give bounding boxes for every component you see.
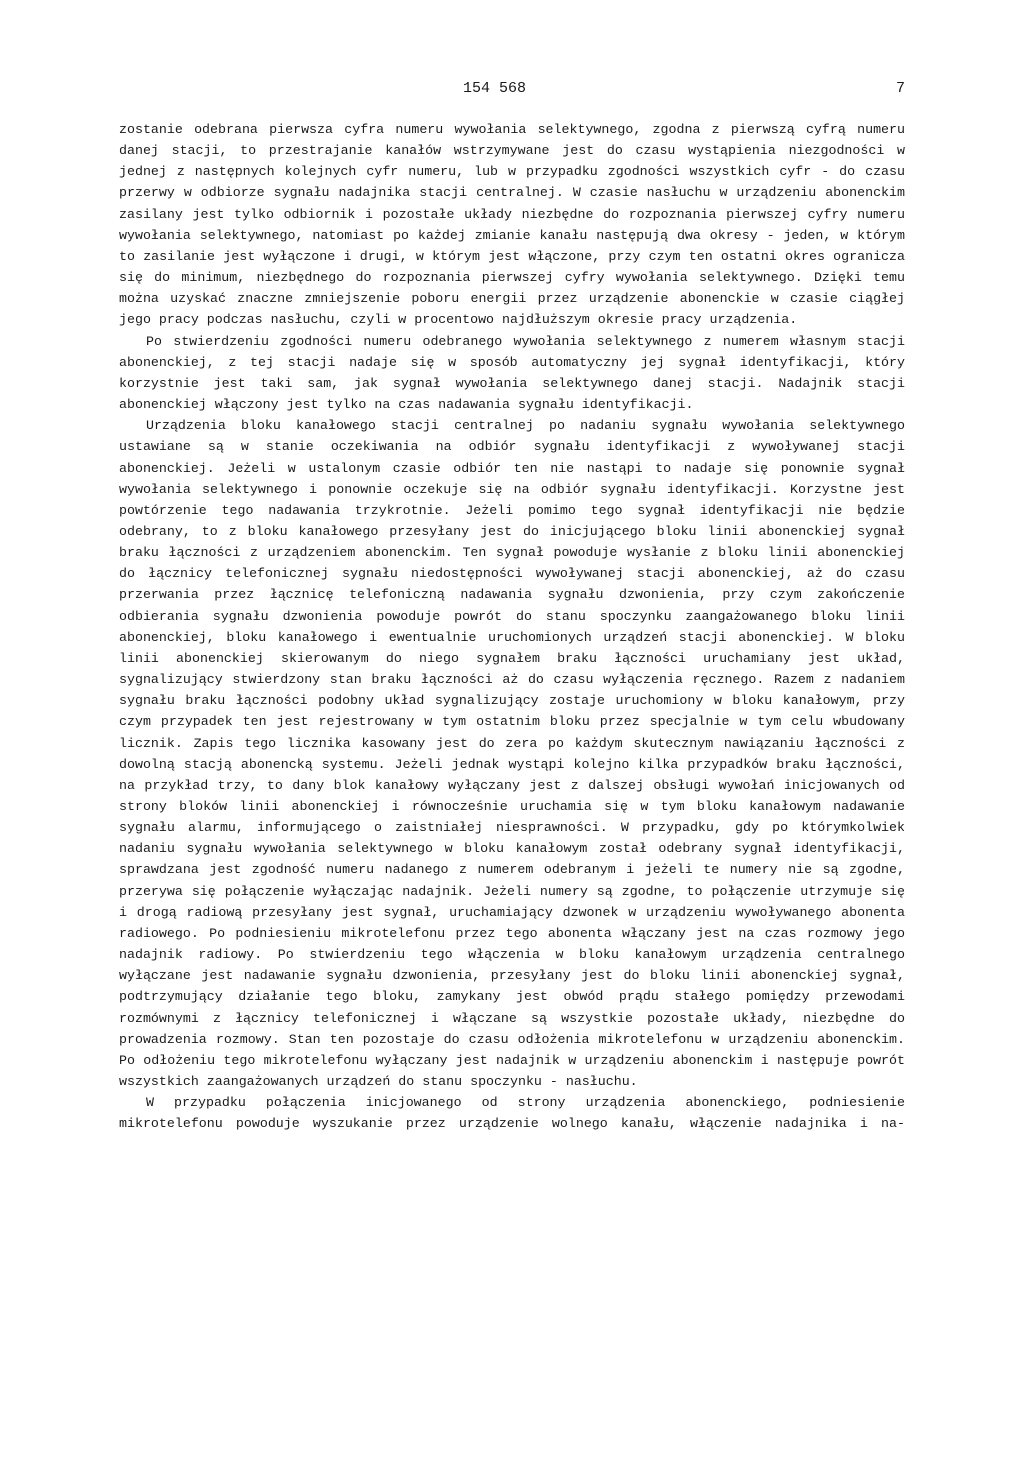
body-text <box>119 119 905 1135</box>
paragraph-4: W przypadku połączenia inicjowanego od strony urządzenia abonenckiego, podniesienie mikrotelefonu powoduje wyszukanie przez urządzenie wolnego kanału, włączenie nadajnika i na- <box>119 1095 905 1132</box>
paragraph-2: Po stwierdzeniu zgodności numeru odebranego wywołania selektywnego z numerem własnym stacji abonenckiej, z tej stacji nadaje się w sposób automatyczny jej sygnał identyfikacji, który korzystnie jest taki sam, jak sygnał wywołania selektywnego danej stacji. Nadajnik stacji abonenckiej włączony jest tylko na czas nadawania sygnału identyfikacji. <box>119 333 905 413</box>
paragraph-1: zostanie odebrana pierwsza cyfra numeru wywołania selektywnego, zgodna z pierwszą cyfrą numeru danej stacji, to przestrajanie kanałów wstrzymywane jest do czasu wystąpienia niezgodności w jednej z następnych kolejnych cyfr numeru, lub w przypadku zgodności wszystkich cyfr - do czasu przerwy w odbiorze sygnału nadajnika stacji centralnej. W czasie nasłuchu w urządzeniu abonenckim zasilany jest tylko odbiornik i pozostałe układy niezbędne do rozpoznania pierwszej cyfry numeru wywołania selektywnego, natomiast po każdej zmianie kanału następują dwa okresy - jeden, w którym to zasilanie jest wyłączone i drugi, w którym jest włączone, przy czym ten ostatni okres ogranicza się do minimum, niezbędnego do rozpoznania pierwszej cyfry wywołania selektywnego. Dzięki temu można uzyskać znaczne zmniejszenie poboru energii przez urządzenie abonenckie w czasie ciągłej jego pracy podczas nasłuchu, czyli w procentowo najdłuższym okresie pracy urządzenia. <box>119 122 905 328</box>
paragraph-3: Urządzenia bloku kanałowego stacji centralnej po nadaniu sygnału wywołania selektywnego ustawiane są w stanie oczekiwania na odbiór sygnału identyfikacji z wywoływanej stacji abonenckiej. Jeżeli w ustalonym czasie odbiór ten nie nastąpi to nadaje się ponownie sygnał wywołania selektywnego i ponownie oczekuje się na odbiór sygnału identyfikacji. Korzystne jest powtórzenie tego nadawania trzykrotnie. Jeżeli pomimo tego sygnał identyfikacji nie będzie odebrany, to z bloku kanałowego przesyłany jest do inicjującego bloku linii abonenckiej sygnał braku łączności z urządzeniem abonenckim. Ten sygnał powoduje wysłanie z bloku linii abonenckiej do łącznicy telefonicznej sygnału niedostępności wywoływanej stacji abonenckiej, aż do czasu przerwania przez łącznicę telefoniczną nadawania sygnału dzwonienia, przy czym zakończenie odbierania sygnału dzwonienia powoduje powrót do stanu spoczynku zaangażowanego bloku linii abonenckiej, bloku kanałowego i ewentualnie uruchomionych urządzeń stacji abonenckiej. W bloku linii abonenckiej skierowanym do niego sygnałem braku łączności uruchamiany jest układ, sygnalizujący stwierdzony stan braku łączności aż do czasu wyłączenia ręcznego. Razem z nadaniem sygnału braku łączności podobny układ sygnalizujący zostaje uruchomiony w bloku kanałowym, przy czym przypadek ten jest rejestrowany w tym ostatnim bloku przez specjalnie w tym celu wbudowany licznik. Zapis tego licznika kasowany jest do zera po każdym skutecznym nawiązaniu łączności z dowolną stacją abonencką systemu. Jeżeli jednak wystąpi kolejno kilka przypadków braku łączności, na przykład trzy, to dany blok kanałowy wyłączany jest z dalszej obsługi wywołań inicjowanych od strony bloków linii abonenckiej i równocześnie uruchamia się w tym bloku kanałowym nadawanie sygnału alarmu, informującego o zaistniałej niesprawności. W przypadku, gdy po którymkolwiek nadaniu sygnału wywołania selektywnego w bloku kanałowym został odebrany sygnał identyfikacji, sprawdzana jest zgodność numeru nadanego z numerem odebranym i jeżeli te numery nie są zgodne, przerywa się połączenie wyłączając nadajnik. Jeżeli numery są zgodne, to połączenie utrzymuje się i drogą radiową przesyłany jest sygnał, uruchamiający dzwonek w urządzeniu wywoływanego abonenta radiowego. Po podniesieniu mikrotelefonu przez tego abonenta włączany jest na czas rozmowy jego nadajnik radiowy. Po stwierdzeniu tego włączenia w bloku kanałowym urządzenia centralnego wyłączane jest nadawanie sygnału dzwonienia, przesyłany jest do bloku linii abonenckiej sygnał, podtrzymujący działanie tego bloku, zamykany jest obwód prądu stałego pomiędzy przewodami rozmównymi z łącznicy telefonicznej i włączane są wszystkie pozostałe układy, niezbędne do prowadzenia rozmowy. Stan ten pozostaje do czasu odłożenia mikrotelefonu w urządzeniu abonenckim. Po odłożeniu tego mikrotelefonu wyłączany jest nadajnik w urządzeniu abonenckim i następuje powrót wszystkich zaangażowanych urządzeń do stanu spoczynku - nasłuchu. <box>119 418 905 1090</box>
patent-number: 154 568 <box>463 80 527 97</box>
page-header <box>0 80 1024 104</box>
page-number: 7 <box>896 80 906 97</box>
